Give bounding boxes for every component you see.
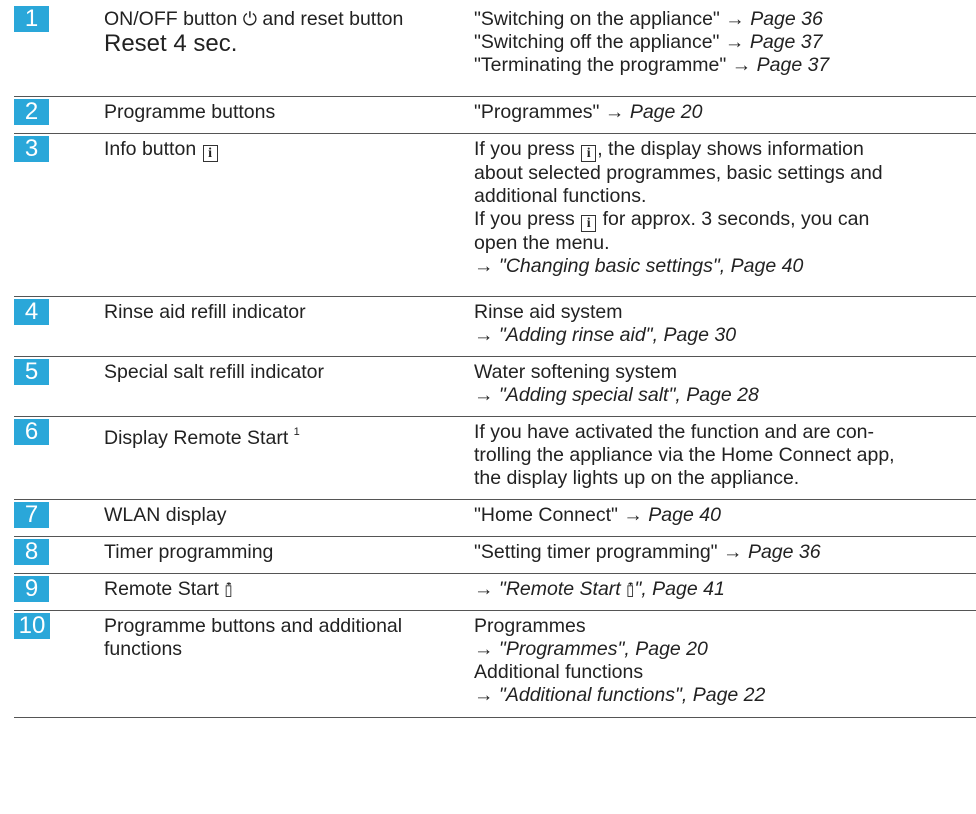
item-number-badge: 2 — [14, 99, 49, 125]
item-reference — [474, 574, 976, 607]
item-number-badge: 1 — [14, 6, 49, 32]
cross-reference-link[interactable]: → "Programmes", Page 20 — [474, 637, 708, 660]
item-name: WLAN display — [104, 503, 227, 526]
item-description: Water softening system → "Adding special salt", Page 28 — [474, 357, 976, 412]
table-row — [14, 96, 976, 133]
table-row — [14, 610, 976, 717]
table-row — [14, 133, 976, 296]
cross-reference-link[interactable]: "Terminating the programme" → Page 37 — [474, 54, 830, 76]
table-row — [14, 356, 976, 416]
cross-reference-link[interactable]: → "Additional functions", Page 22 — [474, 683, 766, 706]
item-reference — [474, 4, 976, 82]
item-name: Remote Start ▯͒ — [104, 577, 233, 600]
item-name: Rinse aid refill indicator — [104, 300, 306, 323]
item-number-badge: 8 — [14, 539, 49, 565]
item-number-badge: 6 — [14, 419, 49, 445]
table-row — [14, 416, 976, 499]
item-reference — [474, 537, 976, 569]
cross-reference-link[interactable]: "Switching on the appliance" → Page 36 — [474, 8, 823, 30]
table-row — [14, 499, 976, 536]
power-icon: ⏻ — [242, 9, 257, 29]
cross-reference-link[interactable]: → "Changing basic settings", Page 40 — [474, 254, 804, 277]
item-description: If you have activated the function and are con- trolling the appliance via the Home Connect app, the display lights up on the appliance. — [474, 420, 895, 489]
item-number-badge: 3 — [14, 136, 49, 162]
table-row — [14, 536, 976, 573]
cross-reference-link[interactable]: "Switching off the appliance" → Page 37 — [474, 31, 823, 53]
table-row — [14, 573, 976, 610]
item-number-badge: 4 — [14, 299, 49, 325]
item-name: ON/OFF button ⏻ and reset button Reset 4 sec. — [104, 4, 474, 62]
cross-reference-link[interactable]: → "Adding special salt", Page 28 — [474, 383, 759, 406]
control-panel-legend-table — [14, 4, 976, 718]
item-name: Special salt refill indicator — [104, 360, 325, 383]
item-name: Display Remote Start $^1$ — [104, 425, 300, 449]
item-description: If you press i , the display shows information about selected programmes, basic settings and additional functions. If you press i for approx. 3 seconds, you can open the menu. → "Changing basic settings", Page 40 — [474, 134, 976, 283]
item-description: Programmes → "Programmes", Page 20 Additional functions → "Additional functions", Page 22 — [474, 611, 976, 712]
item-number-badge: 7 — [14, 502, 49, 528]
cross-reference-link[interactable]: "Setting timer programming" → Page 36 — [474, 540, 821, 563]
item-number-badge: 9 — [14, 576, 49, 602]
cross-reference-link[interactable]: "Programmes" → Page 20 — [474, 100, 703, 123]
info-icon: i — [203, 145, 218, 162]
item-name: Timer programming — [104, 540, 274, 563]
item-name: Programme buttons and additional functions — [104, 614, 403, 660]
item-description: Rinse aid system → "Adding rinse aid", Page 30 — [474, 297, 976, 352]
cross-reference-link[interactable]: "Home Connect" → Page 40 — [474, 503, 721, 526]
info-icon: i — [581, 215, 596, 232]
remote-start-icon: ▯͒ — [626, 581, 635, 599]
item-reference — [474, 500, 976, 532]
remote-start-icon: ▯͒ — [224, 581, 233, 599]
table-row — [14, 4, 976, 96]
reset-label: Reset 4 sec. — [104, 30, 238, 57]
item-reference — [474, 97, 976, 129]
info-icon: i — [581, 145, 596, 162]
footnote-marker: 1 — [293, 425, 300, 438]
item-name: Info button i — [104, 134, 474, 167]
cross-reference-link[interactable]: → "Remote Start ▯͒", Page 41 — [474, 577, 725, 600]
item-name: Programme buttons — [104, 100, 276, 123]
cross-reference-link[interactable]: → "Adding rinse aid", Page 30 — [474, 323, 737, 346]
item-number-badge: 10 — [14, 613, 50, 639]
item-number-badge: 5 — [14, 359, 49, 385]
table-row — [14, 296, 976, 356]
